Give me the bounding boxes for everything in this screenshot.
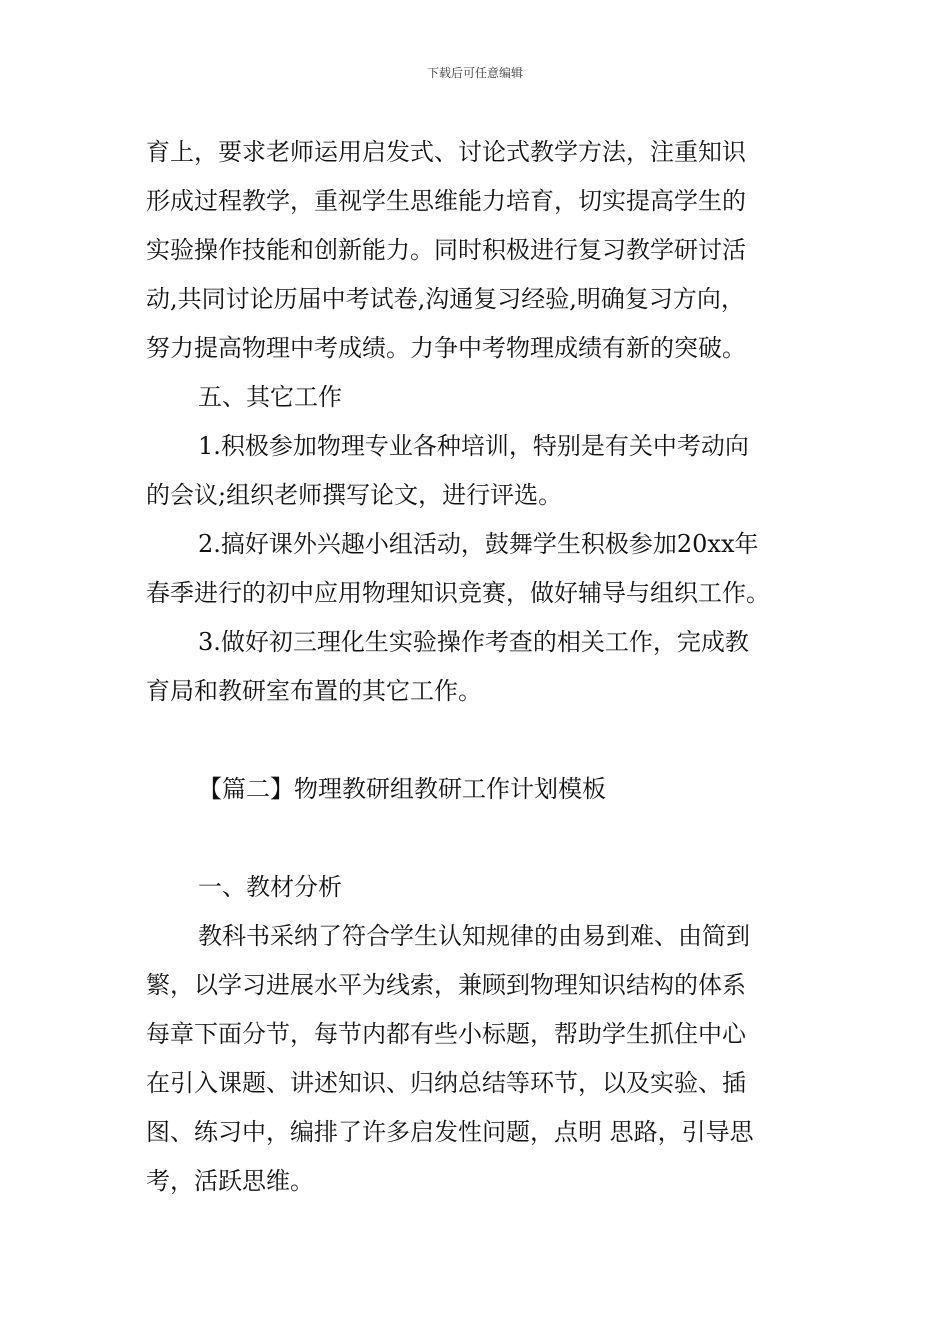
paragraph-line: 1.积极参加物理专业各种培训，特别是有关中考动向 — [198, 432, 749, 460]
paragraph-line: 图、练习中，编排了许多启发性问题，点明 思路，引导思 — [146, 1118, 754, 1146]
document-body — [146, 128, 806, 1206]
article-title: 【篇二】物理教研组教研工作计划模板 — [198, 775, 606, 803]
paragraph-line: 的会议;组织老师撰写论文，进行评选。 — [146, 481, 563, 509]
paragraph-line: 动,共同讨论历届中考试卷,沟通复习经验,明确复习方向， — [146, 285, 745, 313]
page-header: 下载后可任意编辑 — [426, 66, 523, 80]
paragraph-line: 春季进行的初中应用物理知识竞赛，做好辅导与组织工作。 — [146, 579, 770, 607]
paragraph-line: 考，活跃思维。 — [146, 1167, 314, 1195]
section-heading: 一、教材分析 — [198, 873, 342, 901]
paragraph-line: 形成过程教学，重视学生思维能力培育，切实提高学生的 — [146, 187, 746, 215]
paragraph-line: 3.做好初三理化生实验操作考查的相关工作，完成教 — [198, 628, 749, 656]
spacer — [146, 814, 806, 863]
paragraph-line: 努力提高物理中考成绩。力争中考物理成绩有新的突破。 — [146, 334, 746, 362]
paragraph-line: 每章下面分节，每节内都有些小标题，帮助学生抓住中心 — [146, 1020, 746, 1048]
paragraph-line: 育上，要求老师运用启发式、讨论式教学方法，注重知识 — [146, 138, 746, 166]
paragraph-line: 繁，以学习进展水平为线索，兼顾到物理知识结构的体系 — [146, 971, 746, 999]
section-heading: 五、其它工作 — [198, 383, 342, 411]
paragraph-line: 实验操作技能和创新能力。同时积极进行复习教学研讨活 — [146, 236, 746, 264]
paragraph-line: 教科书采纳了符合学生认知规律的由易到难、由简到 — [198, 922, 750, 950]
paragraph-line: 2.搞好课外兴趣小组活动，鼓舞学生积极参加20xx年 — [198, 530, 759, 558]
paragraph-line: 育局和教研室布置的其它工作。 — [146, 677, 482, 705]
spacer — [146, 716, 806, 765]
paragraph-line: 在引入课题、讲述知识、归纳总结等环节，以及实验、插 — [146, 1069, 746, 1097]
